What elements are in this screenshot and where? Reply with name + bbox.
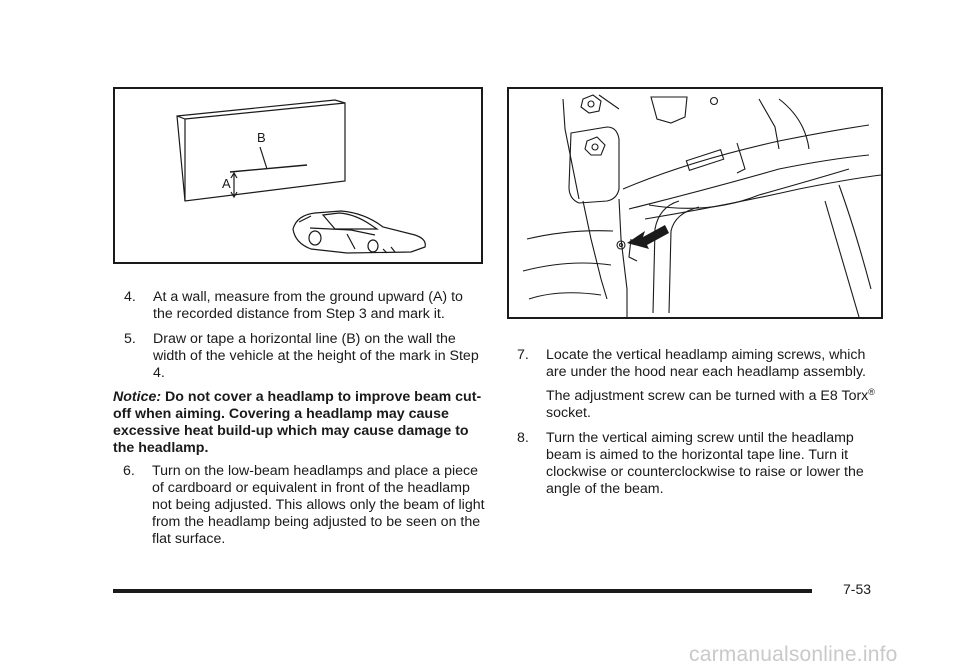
step-8 bbox=[517, 430, 877, 498]
watermark[interactable]: carmanualsonline.info bbox=[689, 643, 898, 666]
wall-measurement-illustration bbox=[115, 89, 481, 262]
wall-measurement-figure bbox=[113, 87, 483, 264]
step-text: At a wall, measure from the ground upward (A) to the recorded distance from Step 3 and mark it. bbox=[153, 289, 463, 322]
step-7-note bbox=[517, 388, 877, 422]
label-a: A bbox=[222, 176, 231, 191]
step-text: Locate the vertical headlamp aiming screws, which are under the hood near each headlamp assembly. bbox=[546, 347, 866, 380]
step-number: 5. bbox=[124, 331, 136, 347]
notice-text: Do not cover a headlamp to improve beam cut-off when aiming. Covering a headlamp may cause excessive heat build-up which may cause damage to the headlamp. bbox=[113, 389, 482, 456]
label-b: B bbox=[257, 130, 266, 145]
step-text: Turn the vertical aiming screw until the headlamp beam is aimed to the horizontal tape line. Turn it clockwise or counterclockwise to raise or lower the angle of the beam. bbox=[546, 430, 864, 497]
step-text: Draw or tape a horizontal line (B) on the wall the width of the vehicle at the height of the mark in Step 4. bbox=[153, 331, 479, 381]
headlamp-screw-illustration bbox=[509, 89, 881, 317]
step-number: 8. bbox=[517, 430, 529, 446]
step-text: Turn on the low-beam headlamps and place a piece of cardboard or equivalent in front of the headlamp not being adjusted. This allows only the beam of light from the headlamp being adjusted to be seen on the flat surface. bbox=[152, 463, 485, 547]
page-number: 7-53 bbox=[843, 581, 872, 597]
step-number: 4. bbox=[124, 289, 136, 305]
step-7 bbox=[517, 347, 877, 381]
step-6 bbox=[123, 463, 485, 548]
headlamp-screw-figure bbox=[507, 87, 883, 319]
notice-label: Notice: bbox=[113, 389, 162, 405]
step-number: 7. bbox=[517, 347, 529, 363]
notice-paragraph bbox=[113, 389, 485, 457]
step-4 bbox=[124, 289, 485, 323]
step-5 bbox=[124, 331, 485, 382]
pointer-arrow-icon bbox=[627, 225, 669, 249]
registered-mark: ® bbox=[868, 387, 875, 397]
step-number: 6. bbox=[123, 463, 135, 479]
note-text: The adjustment screw can be turned with a E8 Torx bbox=[546, 388, 869, 404]
footer-rule bbox=[113, 589, 812, 593]
note-text-end: socket. bbox=[546, 405, 591, 421]
left-column bbox=[113, 289, 485, 556]
right-column bbox=[517, 347, 877, 506]
